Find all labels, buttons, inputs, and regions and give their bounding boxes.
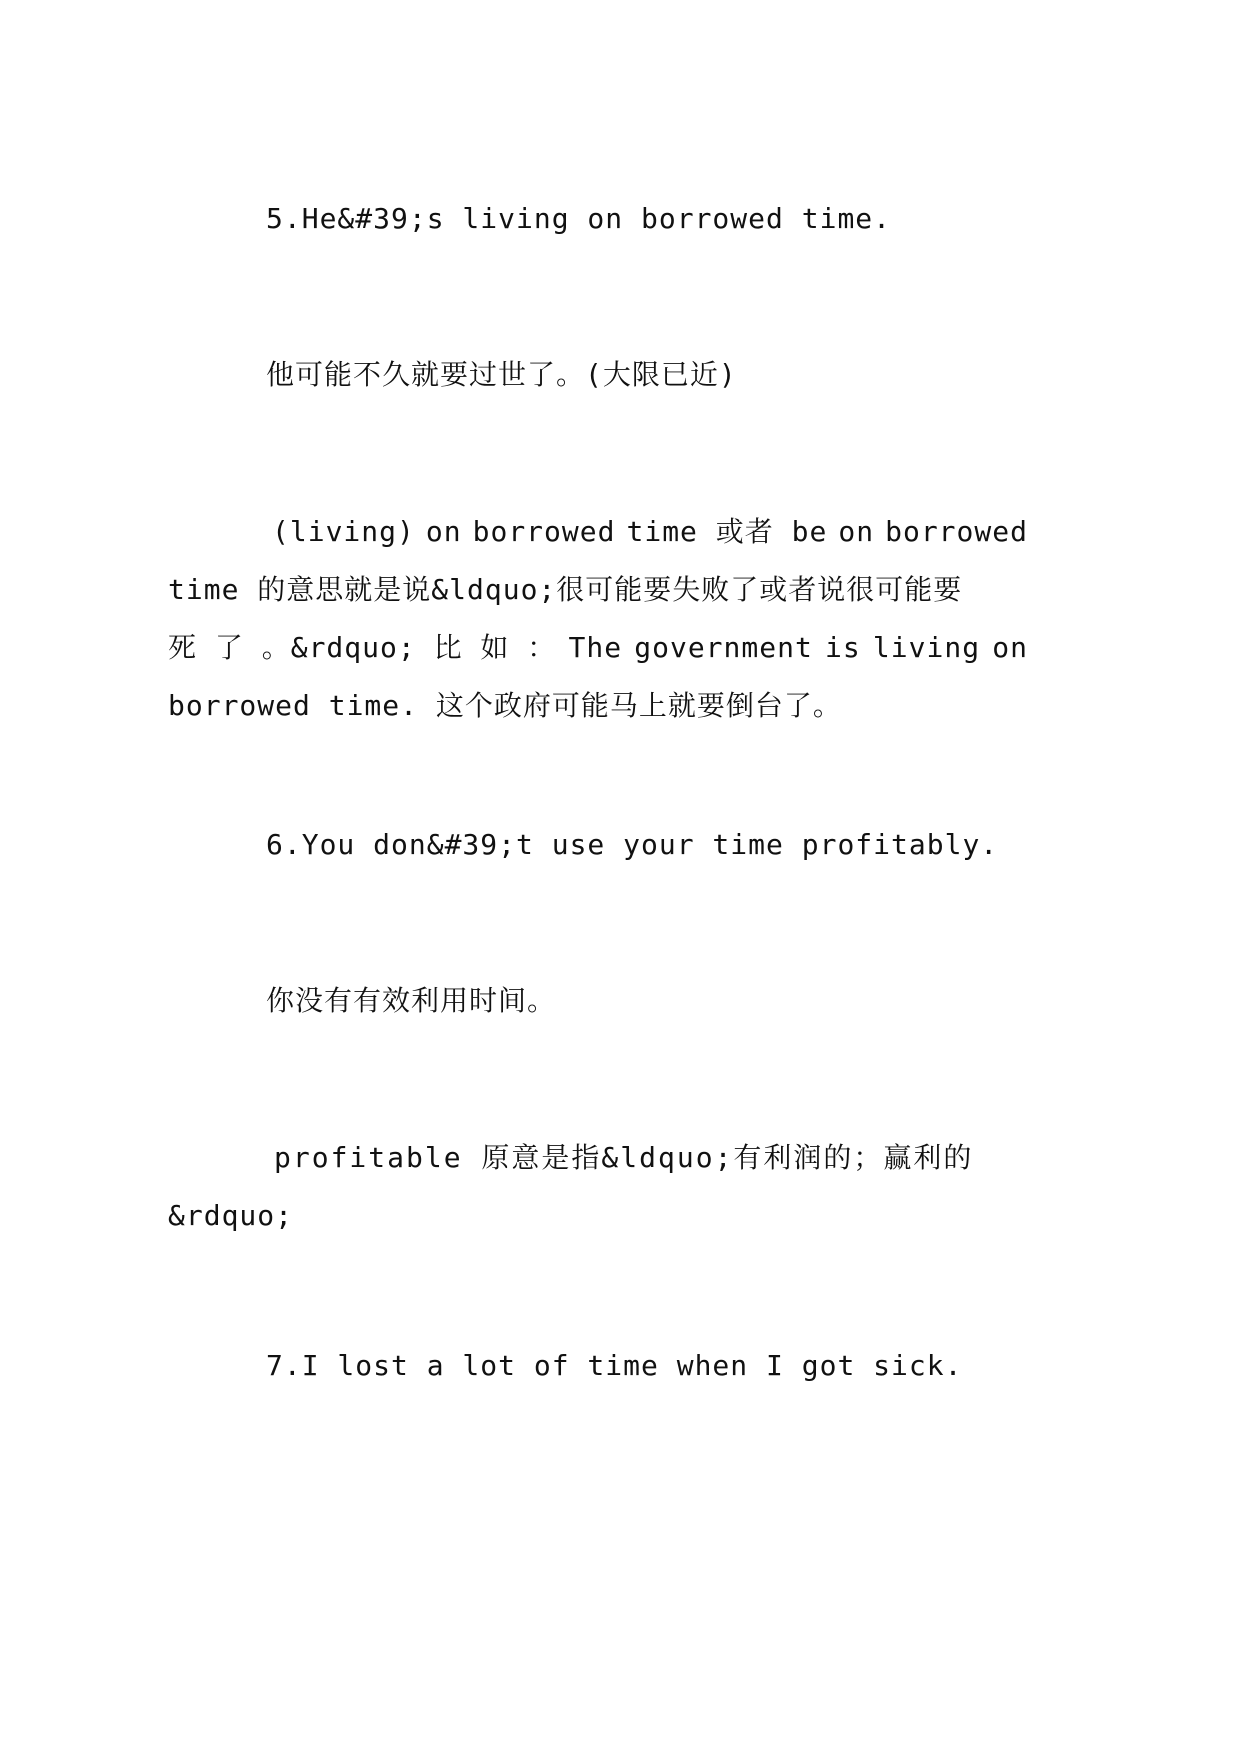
item-6-translation: 你没有有效利用时间。 xyxy=(266,984,557,1017)
item-7-heading: 7.I lost a lot of time when I got sick. xyxy=(266,1349,963,1382)
item-5-heading: 5.He&#39;s living on borrowed time. xyxy=(266,202,892,235)
item-5-translation: 他可能不久就要过世了。(大限已近) xyxy=(266,358,737,391)
explanation-line-3: 死 了 。&rdquo; 比 如 ： The government is living on xyxy=(168,631,1028,664)
item-5-explanation xyxy=(168,503,1028,735)
explanation-line-4: borrowed time. 这个政府可能马上就要倒台了。 xyxy=(168,689,842,722)
explanation-line-2: time 的意思就是说&ldquo;很可能要失败了或者说很可能要 xyxy=(168,573,963,606)
explanation-line-2: &rdquo; xyxy=(168,1199,294,1232)
item-6-explanation xyxy=(168,1129,1028,1245)
explanation-line-1: profitable 原意是指&ldquo;有利润的；赢利的 xyxy=(274,1141,974,1174)
item-6-heading: 6.You don&#39;t use your time profitably. xyxy=(266,828,999,861)
explanation-line-1: (living) on borrowed time 或者 be on borrowed xyxy=(272,515,1028,548)
